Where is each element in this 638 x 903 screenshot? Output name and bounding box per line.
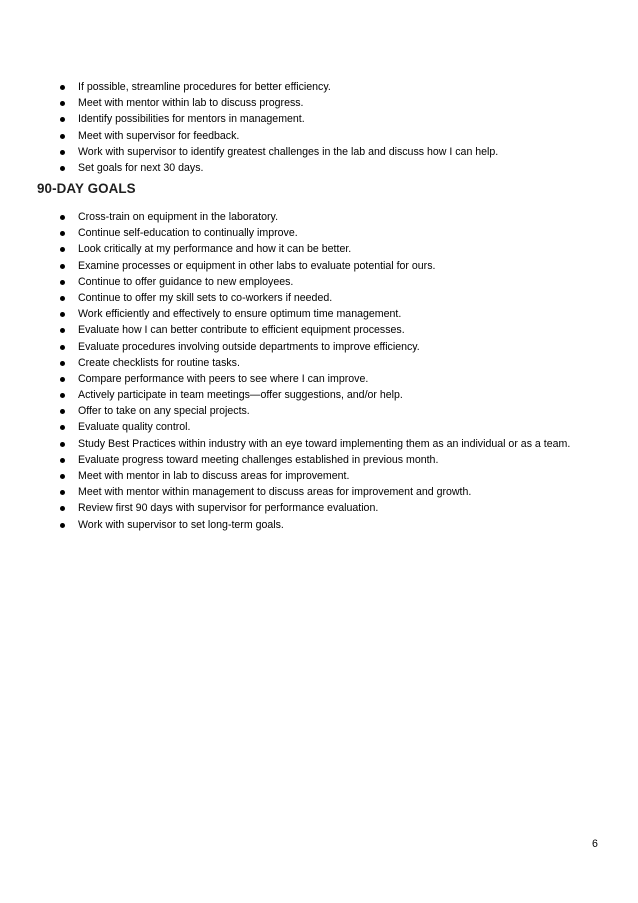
- bullet-icon: [60, 247, 65, 252]
- list-item-text: Review first 90 days with supervisor for performance evaluation.: [78, 502, 379, 515]
- list-item: [0, 371, 600, 387]
- list-item: [0, 419, 600, 435]
- list-item-text: Meet with mentor within lab to discuss progress.: [78, 97, 304, 110]
- list-item: [0, 306, 600, 322]
- bullet-icon: [60, 231, 65, 236]
- list-item: [0, 111, 600, 127]
- list-item: [0, 436, 600, 452]
- continued-goals-list: [0, 79, 600, 176]
- list-item: [0, 79, 600, 95]
- list-item: [0, 128, 600, 144]
- list-item-text: Meet with mentor within management to discuss areas for improvement and growth.: [78, 486, 472, 499]
- list-item: [0, 274, 600, 290]
- list-item-text: Actively participate in team meetings—offer suggestions, and/or help.: [78, 389, 403, 402]
- list-item-text: Meet with mentor in lab to discuss areas for improvement.: [78, 470, 350, 482]
- list-item-text: Examine processes or equipment in other labs to evaluate potential for ours.: [78, 259, 436, 272]
- list-item: [0, 225, 600, 241]
- list-item: [0, 452, 600, 468]
- list-item: [0, 517, 600, 533]
- bullet-icon: [60, 506, 65, 511]
- list-item: [0, 387, 600, 403]
- bullet-icon: [60, 215, 65, 220]
- bullet-icon: [60, 85, 65, 90]
- list-item-text: Create checklists for routine tasks.: [78, 356, 240, 369]
- bullet-icon: [60, 101, 65, 106]
- list-item-text: Compare performance with peers to see where I can improve.: [78, 372, 369, 385]
- bullet-icon: [60, 490, 65, 495]
- bullet-icon: [60, 264, 65, 269]
- list-item-text: Work with supervisor to set long-term goals.: [78, 518, 284, 531]
- list-item: [0, 160, 600, 176]
- list-item-text: Study Best Practices within industry with an eye toward implementing them as an individual or as a team.: [78, 437, 571, 450]
- bullet-icon: [60, 425, 65, 430]
- list-item: [0, 258, 600, 274]
- bullet-icon: [60, 280, 65, 285]
- list-item: [0, 144, 600, 160]
- list-item-text: Meet with supervisor for feedback.: [78, 129, 240, 142]
- bullet-icon: [60, 166, 65, 171]
- bullet-icon: [60, 377, 65, 382]
- list-item-text: Evaluate how I can better contribute to efficient equipment processes.: [78, 324, 405, 337]
- bullet-icon: [60, 458, 65, 463]
- list-item-text: Identify possibilities for mentors in management.: [78, 113, 305, 126]
- list-item: [0, 95, 600, 111]
- list-item: [0, 484, 600, 500]
- list-item-text: Evaluate procedures involving outside departments to improve efficiency.: [78, 340, 420, 353]
- bullet-icon: [60, 409, 65, 414]
- bullet-icon: [60, 393, 65, 398]
- page-number: 6: [592, 838, 598, 850]
- bullet-icon: [60, 361, 65, 366]
- bullet-icon: [60, 523, 65, 528]
- list-item-text: Cross-train on equipment in the laboratory.: [78, 211, 279, 223]
- list-item-text: Continue to offer guidance to new employees.: [78, 275, 294, 288]
- list-item-text: Look critically at my performance and how it can be better.: [78, 243, 352, 256]
- list-item: [0, 209, 600, 225]
- bullet-icon: [60, 345, 65, 350]
- list-item-text: Continue to offer my skill sets to co-workers if needed.: [78, 291, 333, 304]
- list-item-text: Offer to take on any special projects.: [78, 405, 250, 418]
- ninety-day-goals-list: [0, 209, 600, 533]
- bullet-icon: [60, 312, 65, 317]
- bullet-icon: [60, 134, 65, 139]
- list-item: [0, 290, 600, 306]
- bullet-icon: [60, 474, 65, 479]
- list-item: [0, 355, 600, 371]
- list-item-text: Work efficiently and effectively to ensure optimum time management.: [78, 308, 402, 321]
- list-item-text: If possible, streamline procedures for better efficiency.: [78, 81, 331, 93]
- list-item: [0, 339, 600, 355]
- list-item: [0, 403, 600, 419]
- bullet-icon: [60, 117, 65, 122]
- section-heading-90-day: 90-DAY GOALS: [37, 181, 136, 196]
- bullet-icon: [60, 328, 65, 333]
- list-item-text: Evaluate quality control.: [78, 421, 191, 434]
- bullet-icon: [60, 296, 65, 301]
- bullet-icon: [60, 150, 65, 155]
- list-item: [0, 500, 600, 516]
- list-item: [0, 322, 600, 338]
- bullet-icon: [60, 442, 65, 447]
- list-item: [0, 241, 600, 257]
- list-item-text: Set goals for next 30 days.: [78, 161, 204, 174]
- list-item-text: Work with supervisor to identify greatest challenges in the lab and discuss how I can help.: [78, 145, 499, 158]
- list-item-text: Continue self-education to continually improve.: [78, 227, 298, 240]
- list-item: [0, 468, 600, 484]
- list-item-text: Evaluate progress toward meeting challenges established in previous month.: [78, 453, 439, 466]
